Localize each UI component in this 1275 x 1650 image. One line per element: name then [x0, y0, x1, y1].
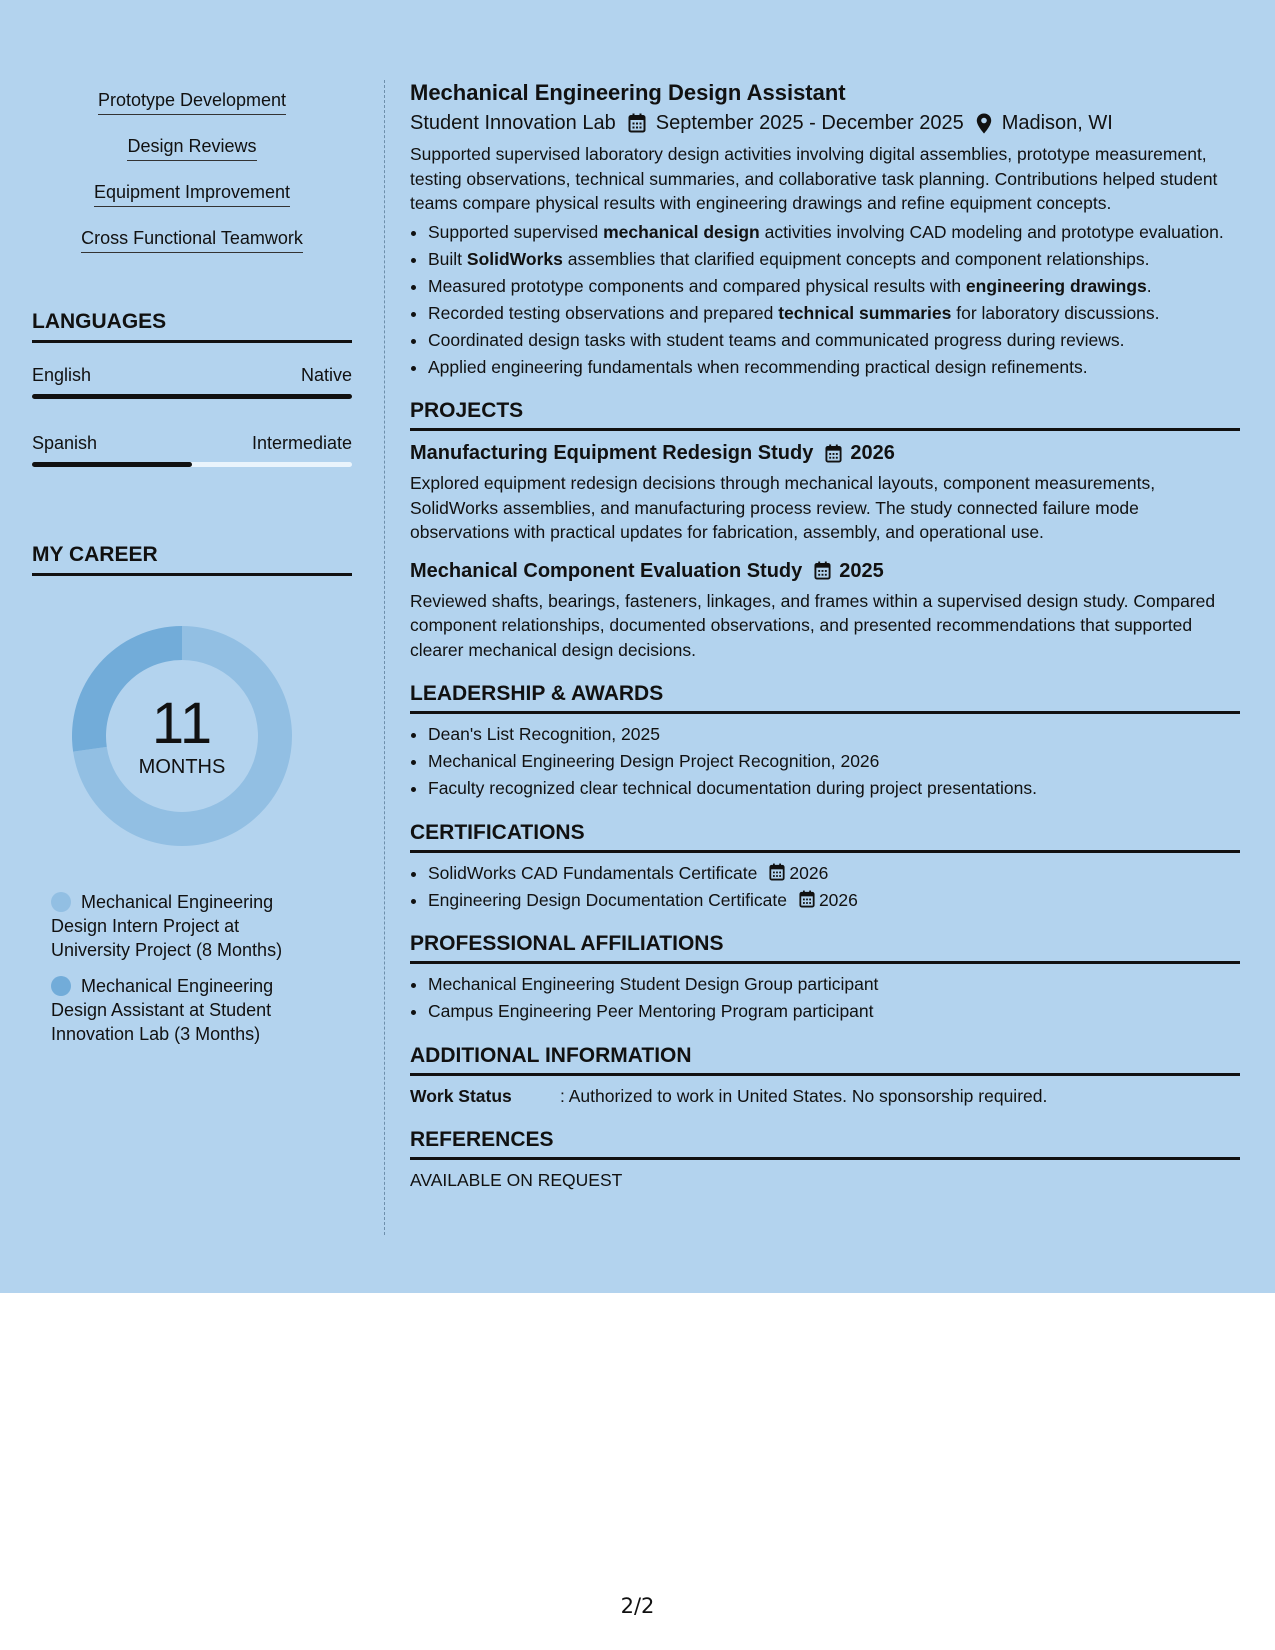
job-bullets: [428, 220, 1240, 380]
language-bar: [32, 394, 352, 399]
affiliations-list: [428, 972, 1240, 1024]
career-total: 11: [151, 690, 213, 756]
career-unit: MONTHS: [138, 755, 226, 778]
certification-name: Engineering Design Documentation Certificate: [428, 889, 787, 910]
bullet-text: Measured prototype components and compared physical results with: [428, 275, 966, 296]
bullet-text: Coordinated design tasks with student teams and communicated progress during reviews.: [428, 329, 1125, 350]
legend-dot: [51, 976, 71, 996]
column-divider: [384, 80, 385, 1235]
skill-item: Prototype Development: [98, 90, 286, 115]
job-dates: September 2025 - December 2025: [655, 112, 964, 134]
certification-name: SolidWorks CAD Fundamentals Certificate: [428, 862, 758, 883]
legend-item: [51, 974, 311, 1046]
right-column: [410, 78, 1240, 1191]
job-bullet: [428, 301, 1240, 326]
skill-item: Design Reviews: [127, 136, 256, 161]
job-bullet: [428, 355, 1240, 380]
language-name: Spanish: [32, 433, 98, 453]
legend-item: [51, 890, 311, 962]
project-title-row: [410, 557, 1240, 585]
bullet-bold: engineering drawings: [965, 275, 1147, 296]
bullet-bold: mechanical design: [603, 221, 760, 242]
job-bullet: [428, 328, 1240, 353]
language-row: [32, 433, 352, 454]
bullet-text: Applied engineering fundamentals when recommending practical design refinements.: [428, 356, 1088, 377]
legend-label: Mechanical Engineering Design Assistant at Student Innovation Lab (3 Months): [51, 976, 274, 1044]
affiliations-heading: PROFESSIONAL AFFILIATIONS: [410, 932, 1240, 964]
bullet-text: Recorded testing observations and prepared: [428, 302, 779, 323]
career-legend: [32, 890, 352, 1046]
skills-list: [32, 80, 352, 264]
work-status-label: Work Status: [410, 1085, 512, 1106]
career-section: [32, 543, 352, 1046]
affiliation-item: • Campus Engineering Peer Mentoring Program participant: [428, 999, 1240, 1024]
calendar-icon: [825, 444, 842, 463]
location-pin-icon: [976, 113, 992, 134]
language-level: Native: [300, 365, 352, 385]
page-number: 2/2: [620, 1594, 655, 1618]
award-item: • Mechanical Engineering Design Project Recognition, 2026: [428, 749, 1240, 774]
language-row: [32, 365, 352, 386]
work-status-value: : Authorized to work in United States. No sponsorship required.: [560, 1085, 1048, 1106]
language-bar: [32, 462, 352, 467]
certification-item: [428, 888, 1240, 913]
language-level: Intermediate: [251, 433, 352, 453]
bullet-bold: technical summaries: [778, 302, 952, 323]
job-meta: [410, 108, 1240, 138]
additional-info-heading: ADDITIONAL INFORMATION: [410, 1044, 1240, 1076]
career-donut-chart: [62, 616, 302, 856]
project-description: Reviewed shafts, bearings, fasteners, linkages, and frames within a supervised design study. Compared component relationships, documented observations, and presented recommendations that supported clearer mechanical design decisions.: [410, 590, 1216, 660]
bullet-bold: SolidWorks: [466, 248, 563, 269]
project-title: Manufacturing Equipment Redesign Study: [410, 442, 814, 464]
bullet-text: Built: [428, 248, 467, 269]
job-company: Student Innovation Lab: [410, 112, 616, 134]
languages-section: [32, 310, 352, 467]
skill-item: Equipment Improvement: [94, 182, 290, 207]
certification-year: 2026: [818, 889, 858, 910]
job-bullet: [428, 247, 1240, 272]
calendar-icon: [769, 863, 785, 881]
language-bar-fill: [32, 462, 192, 467]
award-item: • Dean's List Recognition, 2025: [428, 722, 1240, 747]
certification-year: 2026: [789, 862, 829, 883]
awards-list: [428, 722, 1240, 801]
language-name: English: [32, 365, 92, 385]
project-description: Explored equipment redesign decisions through mechanical layouts, component measurements, SolidWorks assemblies, and manufacturing process review. The study connected failure mode observations with practical updates for fabrication, assembly, and operational use.: [410, 473, 1156, 542]
certifications-heading: CERTIFICATIONS: [410, 821, 1240, 853]
bullet-text: .: [1146, 275, 1152, 296]
legend-dot: [51, 892, 71, 912]
calendar-icon: [814, 561, 831, 580]
job-location: Madison, WI: [1001, 112, 1113, 134]
references-text: AVAILABLE ON REQUEST: [410, 1169, 623, 1190]
donut-center: [62, 616, 302, 856]
award-item: • Faculty recognized clear technical documentation during project presentations.: [428, 776, 1240, 801]
bullet-text: for laboratory discussions.: [951, 302, 1160, 323]
job-title: Mechanical Engineering Design Assistant: [410, 80, 846, 105]
bullet-text: Supported supervised: [428, 221, 604, 242]
certifications-list: [428, 861, 1240, 913]
job-bullet: [428, 274, 1240, 299]
calendar-icon: [799, 890, 815, 908]
affiliation-item: • Mechanical Engineering Student Design Group participant: [428, 972, 1240, 997]
projects-heading: PROJECTS: [410, 399, 1240, 431]
references-heading: REFERENCES: [410, 1128, 1240, 1160]
project-title-row: [410, 439, 1240, 467]
career-heading: MY CAREER: [32, 543, 352, 576]
bullet-text: assemblies that clarified equipment concepts and component relationships.: [562, 248, 1150, 269]
legend-label: Mechanical Engineering Design Intern Project at University Project (8 Months): [51, 892, 283, 960]
awards-heading: LEADERSHIP & AWARDS: [410, 682, 1240, 714]
job-summary: Supported supervised laboratory design activities involving digital assemblies, prototype measurement, testing observations, technical summaries, and collaborative task planning. Contributions helped student teams compare physical results with engineering drawings and refine equipment concepts.: [410, 144, 1218, 213]
bullet-text: activities involving CAD modeling and prototype evaluation.: [759, 221, 1224, 242]
project-title: Mechanical Component Evaluation Study: [410, 559, 803, 582]
project-year: 2025: [839, 559, 884, 582]
job-bullet: [428, 220, 1240, 245]
languages-heading: LANGUAGES: [32, 310, 352, 343]
work-status-row: [410, 1084, 1240, 1108]
certification-item: [428, 861, 1240, 886]
calendar-icon: [628, 113, 646, 133]
project-year: 2026: [850, 442, 895, 464]
language-bar-fill: [32, 394, 352, 399]
skill-item: Cross Functional Teamwork: [81, 228, 303, 253]
left-column: [32, 80, 352, 1058]
